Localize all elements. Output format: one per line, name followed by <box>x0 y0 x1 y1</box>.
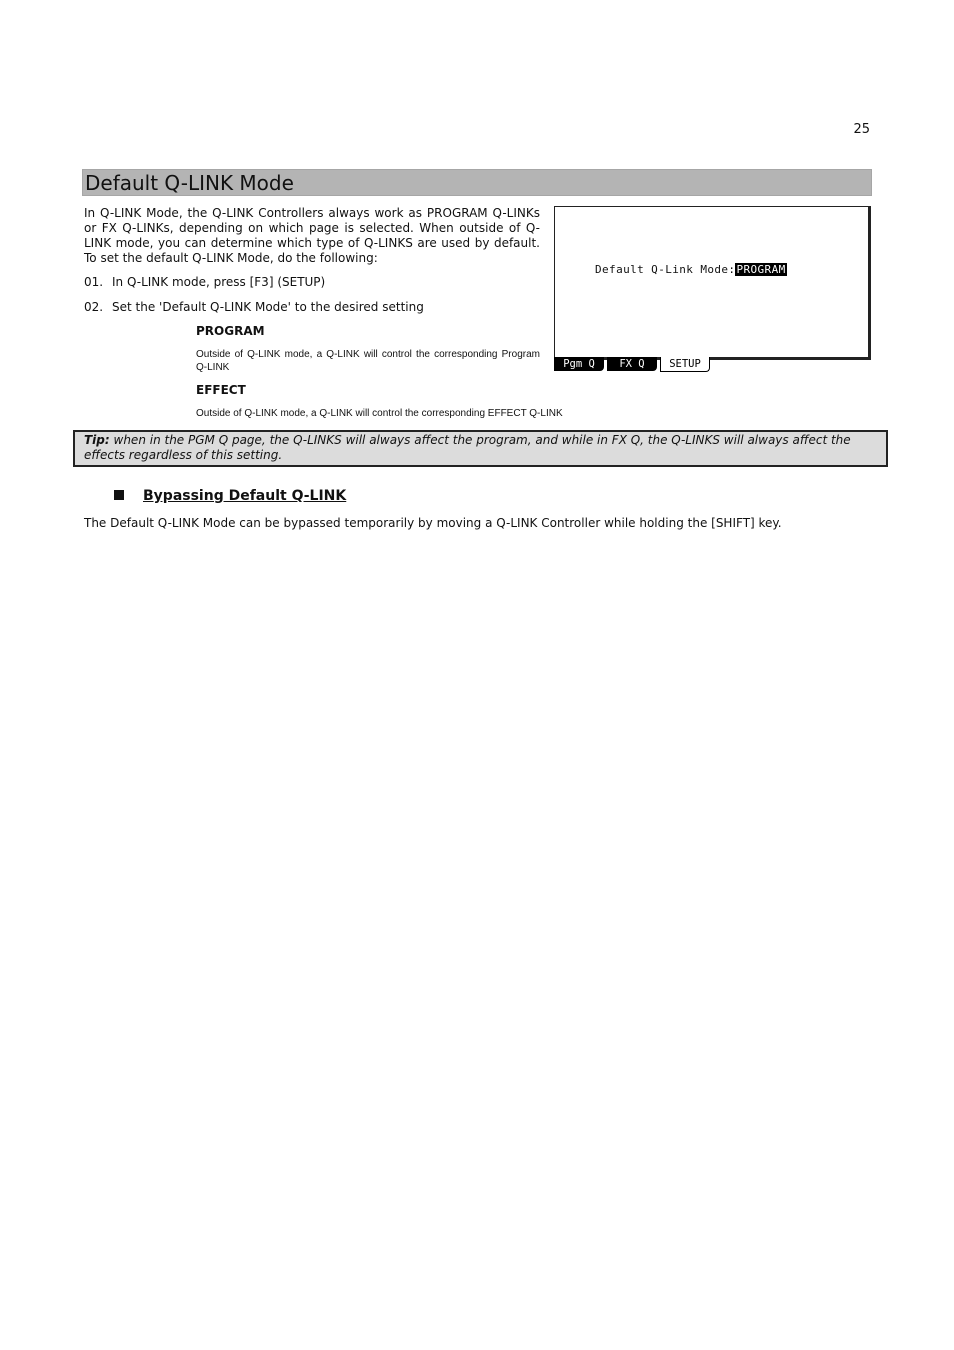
step-number: 01. <box>84 275 104 289</box>
section-title: Default Q-LINK Mode <box>82 169 872 196</box>
step-number: 02. <box>84 300 104 314</box>
option-desc-program: Outside of Q-LINK mode, a Q-LINK will control the corresponding Program Q-LINK <box>196 349 540 373</box>
tab-setup[interactable]: SETUP <box>660 357 710 372</box>
lcd-setting-value[interactable]: PROGRAM <box>736 263 786 276</box>
step-item <box>84 300 424 315</box>
page-number: 25 <box>853 122 870 137</box>
step-text: In Q-LINK mode, press [F3] (SETUP) <box>112 275 326 289</box>
tab-fx-q[interactable]: FX Q <box>607 357 657 371</box>
tip-label: Tip: <box>84 433 110 447</box>
lcd-screen <box>554 206 871 360</box>
square-bullet-icon <box>114 490 124 500</box>
option-heading-effect: EFFECT <box>196 383 246 397</box>
lcd-setting-label: Default Q-Link Mode: <box>595 263 736 276</box>
bypass-paragraph: The Default Q-LINK Mode can be bypassed temporarily by moving a Q-LINK Controller while holding the [SHIFT] key. <box>84 516 782 530</box>
step-text: Set the 'Default Q-LINK Mode' to the desired setting <box>112 300 424 314</box>
intro-paragraph: In Q-LINK Mode, the Q-LINK Controllers always work as PROGRAM Q-LINKs or FX Q-LINKs, depending on which page is selected. When outside of Q-LINK mode, you can determine which type of Q-LINKS are used by default. To set the default Q-LINK Mode, do the following: <box>84 206 540 265</box>
step-item <box>84 275 325 290</box>
option-desc-effect: Outside of Q-LINK mode, a Q-LINK will control the corresponding EFFECT Q-LINK <box>196 408 563 419</box>
tip-box <box>73 430 888 467</box>
tab-pgm-q[interactable]: Pgm Q <box>554 357 604 371</box>
tip-text: when in the PGM Q page, the Q-LINKS will always affect the program, and while in FX Q, the Q-LINKS will always affect the effects regardless of this setting. <box>84 433 851 462</box>
lcd-setting-line <box>595 263 787 276</box>
bypass-heading: Bypassing Default Q-LINK <box>143 488 347 504</box>
option-heading-program: PROGRAM <box>196 324 265 338</box>
